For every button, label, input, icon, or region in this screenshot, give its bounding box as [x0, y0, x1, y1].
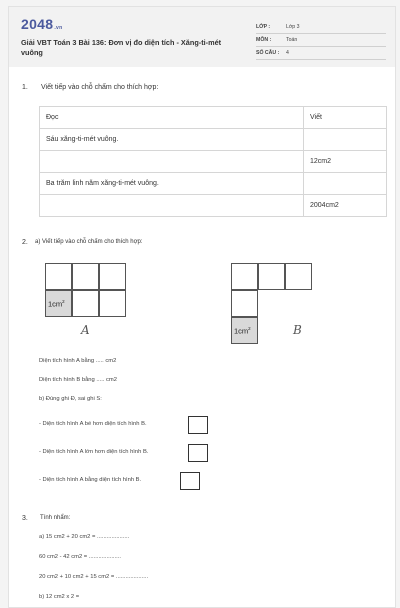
table-header-row [40, 107, 387, 129]
table-cell [40, 195, 304, 217]
table-header-write: Viết [304, 107, 387, 129]
meta-question-count [256, 50, 386, 60]
document-page [8, 6, 396, 608]
figure-a-label: A [81, 323, 90, 337]
table-cell: 2004cm2 [304, 195, 387, 217]
site-logo[interactable]: 2048.vn [21, 16, 63, 32]
mental-math-line: 20 cm2 + 10 cm2 + 15 cm2 = .................... [39, 574, 149, 580]
table-row [40, 173, 387, 195]
grid-cell [99, 263, 126, 290]
area-b-line: Diện tích hình B bằng ..... cm2 [39, 377, 117, 383]
mental-math-line: b) 12 cm2 x 2 = [39, 594, 80, 600]
meta-question-count-value: 4 [286, 50, 289, 56]
table-cell: Ba trăm linh năm xăng-ti-mét vuông. [40, 173, 304, 195]
answer-box-1[interactable] [188, 416, 208, 434]
grid-cell [231, 290, 258, 317]
q1-number: 1. [22, 84, 28, 91]
grid-cell [258, 263, 285, 290]
table-header-read: Đọc [40, 107, 304, 129]
q1-text: Viết tiếp vào chỗ chấm cho thích hợp: [41, 84, 159, 91]
mental-math-line: a) 15 cm2 + 20 cm2 = .................... [39, 534, 130, 540]
table-cell [40, 151, 304, 173]
statement-2: - Diện tích hình A lớn hơn diện tích hình B. [39, 449, 149, 455]
grid-cell [72, 290, 99, 317]
table-row [40, 129, 387, 151]
grid-cell [99, 290, 126, 317]
grid-cell [72, 263, 99, 290]
document-header [9, 7, 395, 67]
q3-text: Tính nhẩm: [40, 515, 71, 521]
table-row [40, 195, 387, 217]
table-cell [304, 129, 387, 151]
meta-grade-key: LỚP : [256, 24, 271, 30]
meta-subject-key: MÔN : [256, 37, 272, 43]
grid-cell [231, 263, 258, 290]
q2-number: 2. [22, 239, 28, 246]
figure-b-label: B [293, 323, 302, 337]
table-cell: Sáu xăng-ti-mét vuông. [40, 129, 304, 151]
meta-subject-value: Toán [286, 37, 298, 43]
read-write-table [39, 106, 387, 217]
grid-cell [285, 263, 312, 290]
table-cell: 12cm2 [304, 151, 387, 173]
table-cell [304, 173, 387, 195]
true-false-instruction: b) Đúng ghi Đ, sai ghi S: [39, 396, 102, 402]
meta-grade-value: Lớp 3 [286, 24, 300, 30]
q3-number: 3. [22, 515, 28, 522]
document-title: Giải VBT Toán 3 Bài 136: Đơn vị đo diện tích - Xăng-ti-mét vuông [21, 38, 222, 57]
meta-subject [256, 37, 386, 47]
q2-text: a) Viết tiếp vào chỗ chấm cho thích hợp: [35, 239, 143, 245]
statement-3: - Diện tích hình A bằng diện tích hình B. [39, 477, 142, 483]
unit-label: $1cm^2$ [234, 326, 251, 336]
answer-box-2[interactable] [188, 444, 208, 462]
mental-math-line: 60 cm2 - 42 cm2 = .................... [39, 554, 121, 560]
meta-question-count-key: SỐ CÂU : [256, 50, 280, 56]
unit-label: $1cm^2$ [48, 299, 65, 309]
meta-grade [256, 24, 386, 34]
grid-cell [45, 263, 72, 290]
statement-1: - Diện tích hình A bé hơn diện tích hình B. [39, 421, 147, 427]
area-a-line: Diện tích hình A bằng ..... cm2 [39, 358, 117, 364]
answer-box-3[interactable] [180, 472, 200, 490]
table-row [40, 151, 387, 173]
